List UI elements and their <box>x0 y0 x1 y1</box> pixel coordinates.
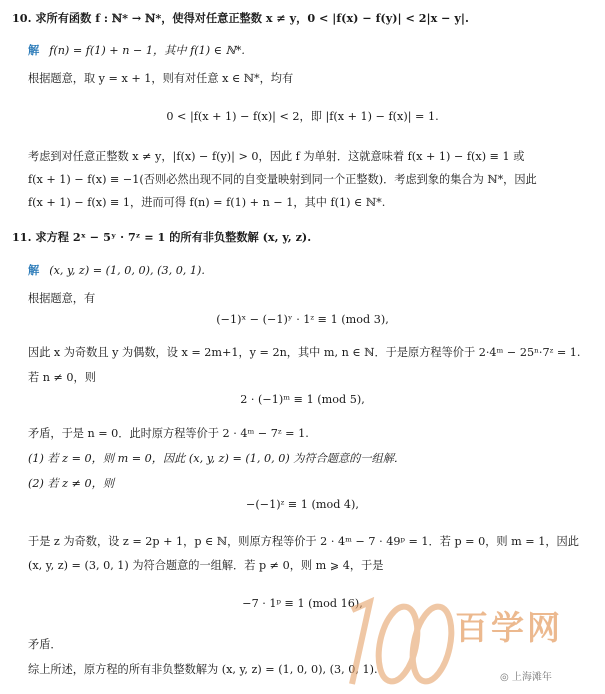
problem-11-answer: (x, y, z) = (1, 0, 0), (3, 0, 1). <box>49 264 205 277</box>
problem-11-answer-line <box>28 262 205 278</box>
problem-10-answer: f(n) = f(1) + n − 1，其中 f(1) ∈ ℕ*. <box>49 44 245 57</box>
problem-11-line3: 若 n ≠ 0，则 <box>28 371 96 384</box>
problem-10-para2: f(x + 1) − f(x) ≡ −1(否则必然出现不同的自变量映射到同一个正整数)．考虑到象的集合为 ℕ*，因此 <box>28 173 537 186</box>
problem-11-case1: (1) 若 z = 0，则 m = 0，因此 (x, y, z) = (1, 0, 0) 为符合题意的一组解． <box>28 452 406 465</box>
problem-11-display2: 2 · (−1)ᵐ ≡ 1 (mod 5), <box>240 393 365 406</box>
problem-11-line4: 矛盾，于是 n = 0．此时原方程等价于 2 · 4ᵐ − 7ᶻ = 1. <box>28 427 309 440</box>
problem-11-conclusion: 综上所述，原方程的所有非负整数解为 (x, y, z) = (1, 0, 0), (3, 0, 1). <box>28 663 378 676</box>
problem-10-answer-line <box>28 42 245 58</box>
problem-10-line1: 根据题意，取 y = x + 1，则有对任意 x ∈ ℕ*，均有 <box>28 72 294 85</box>
problem-11-line1: 根据题意，有 <box>28 292 96 305</box>
problem-11-display3: −(−1)ᶻ ≡ 1 (mod 4), <box>246 498 359 511</box>
problem-11-line5: 于是 z 为奇数，设 z = 2p + 1，p ∈ ℕ，则原方程等价于 2 · 4ᵐ − 7 · 49ᵖ = 1．若 p = 0，则 m = 1，因此 <box>28 535 579 548</box>
solution-label: 解 <box>28 43 40 57</box>
problem-11-line7: 矛盾． <box>28 638 62 651</box>
problem-11-case2: (2) 若 z ≠ 0，则 <box>28 477 115 490</box>
problem-11-line2: 因此 x 为奇数且 y 为偶数，设 x = 2m+1，y = 2n，其中 m, n ∈ ℕ．于是原方程等价于 2·4ᵐ − 25ⁿ·7ᶻ = 1. <box>28 346 581 359</box>
problem-11-display4: −7 · 1ᵖ ≡ 1 (mod 16), <box>242 597 363 610</box>
problem-10-statement: 10. 求所有函数 f : ℕ* → ℕ*，使得对任意正整数 x ≠ y，0 < |f(x) − f(y)| < 2|x − y|. <box>12 11 469 25</box>
watermark-logo-text: 百学网 <box>455 608 563 647</box>
problem-10-para1: 考虑到对任意正整数 x ≠ y，|f(x) − f(y)| > 0，因此 f 为单射．这就意味着 f(x + 1) − f(x) ≡ 1 或 <box>28 150 525 163</box>
problem-10-display: 0 < |f(x + 1) − f(x)| < 2，即 |f(x + 1) − f(x)| = 1. <box>166 110 439 123</box>
solution-label: 解 <box>28 263 40 277</box>
problem-10-para3: f(x + 1) − f(x) ≡ 1，进而可得 f(n) = f(1) + n − 1，其中 f(1) ∈ ℕ*. <box>28 196 386 209</box>
problem-11-statement: 11. 求方程 2ˣ − 5ʸ · 7ᶻ = 1 的所有非负整数解 (x, y, z). <box>12 230 312 244</box>
wechat-label: ◎ 上海滩年 <box>500 672 552 683</box>
problem-11-display1: (−1)ˣ − (−1)ʸ · 1ᶻ ≡ 1 (mod 3), <box>216 313 389 326</box>
problem-11-line6: (x, y, z) = (3, 0, 1) 为符合题意的一组解．若 p ≠ 0，则 m ⩾ 4，于是 <box>28 559 384 572</box>
